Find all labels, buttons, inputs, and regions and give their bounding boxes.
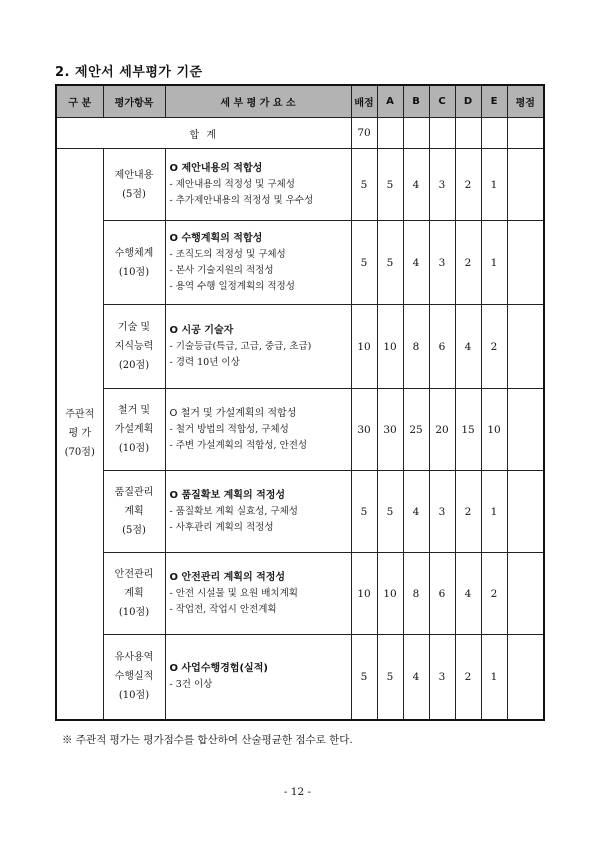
evaluation-table (55, 84, 545, 721)
criteria-subitem: - 안전 시설물 및 요원 배치계획 (169, 587, 298, 599)
total-points: 70 (351, 118, 377, 149)
criteria-subitem: - 경력 10년 이상 (169, 356, 240, 368)
score-b: 8 (403, 305, 429, 389)
score-points: 5 (351, 149, 377, 221)
evaluation-item: 유사용역 수행실적 (10점) (103, 635, 165, 720)
rating-cell (507, 149, 544, 221)
criteria-subitem: - 작업전, 작업시 안전계획 (169, 603, 277, 615)
evaluation-item: 안전관리 계획 (10점) (103, 553, 165, 635)
rating-cell (507, 553, 544, 635)
criteria-heading: O 수행계획의 적합성 (169, 232, 263, 244)
criteria-heading: O 시공 기술자 (169, 324, 234, 336)
score-c: 3 (429, 635, 455, 720)
criteria-subitem: - 3건 이상 (169, 678, 213, 690)
score-c: 3 (429, 221, 455, 305)
criteria-row (56, 305, 544, 389)
rating-cell (507, 635, 544, 720)
score-e: 2 (481, 305, 507, 389)
score-a: 10 (377, 305, 403, 389)
page-number: - 12 - (283, 786, 312, 798)
evaluation-details (165, 471, 351, 553)
score-e: 2 (481, 553, 507, 635)
criteria-subitem: - 본사 기술지원의 적정성 (169, 264, 274, 276)
score-a: 5 (377, 471, 403, 553)
total-label: 합 계 (56, 118, 351, 149)
rating-cell (507, 471, 544, 553)
score-e: 1 (481, 471, 507, 553)
score-e: 1 (481, 149, 507, 221)
criteria-row (56, 635, 544, 720)
evaluation-item: 기술 및 지식능력 (20점) (103, 305, 165, 389)
score-b: 4 (403, 149, 429, 221)
criteria-row (56, 149, 544, 221)
criteria-subitem: - 제안내용의 적정성 및 구체성 (169, 178, 295, 190)
score-points: 5 (351, 221, 377, 305)
criteria-row (56, 389, 544, 471)
header-d: D (455, 85, 481, 118)
rating-cell (507, 221, 544, 305)
score-a: 30 (377, 389, 403, 471)
total-row (56, 118, 544, 149)
criteria-subitem: - 철거 방법의 적합성, 구체성 (169, 423, 289, 435)
criteria-subitem: - 주변 가설계획의 적합성, 안전성 (169, 439, 308, 451)
score-b: 4 (403, 635, 429, 720)
evaluation-item: 품질관리 계획 (5점) (103, 471, 165, 553)
evaluation-details (165, 149, 351, 221)
score-points: 5 (351, 635, 377, 720)
score-d: 4 (455, 553, 481, 635)
score-b: 25 (403, 389, 429, 471)
criteria-heading: O 안전관리 계획의 적정성 (169, 571, 286, 583)
header-e: E (481, 85, 507, 118)
header-a: A (377, 85, 403, 118)
score-b: 4 (403, 221, 429, 305)
criteria-row (56, 471, 544, 553)
criteria-subitem: - 사후관리 계획의 적정성 (169, 521, 274, 533)
criteria-subitem: - 기술등급(특급, 고급, 중급, 초급) (169, 340, 312, 352)
criteria-heading: O 사업수행경험(실적) (169, 662, 268, 674)
evaluation-details (165, 389, 351, 471)
rating-cell (507, 389, 544, 471)
score-b: 4 (403, 471, 429, 553)
criteria-row (56, 221, 544, 305)
header-points: 배점 (351, 85, 377, 118)
header-row (56, 85, 544, 118)
score-d: 2 (455, 471, 481, 553)
score-c: 6 (429, 305, 455, 389)
score-points: 5 (351, 471, 377, 553)
criteria-heading: O 제안내용의 적합성 (169, 162, 263, 174)
score-c: 3 (429, 149, 455, 221)
header-c: C (429, 85, 455, 118)
score-points: 30 (351, 389, 377, 471)
score-a: 10 (377, 553, 403, 635)
rating-cell (507, 305, 544, 389)
score-points: 10 (351, 553, 377, 635)
group-category: 주관적 평 가 (70점) (56, 149, 103, 720)
score-e: 1 (481, 635, 507, 720)
section-title: 2. 제안서 세부평가 기준 (55, 65, 203, 80)
criteria-heading: O 철거 및 가설계획의 적합성 (169, 407, 297, 419)
header-score: 평점 (507, 85, 544, 118)
score-d: 15 (455, 389, 481, 471)
evaluation-details (165, 635, 351, 720)
header-b: B (403, 85, 429, 118)
score-points: 10 (351, 305, 377, 389)
header-details: 세 부 평 가 요 소 (165, 85, 351, 118)
evaluation-item: 제안내용 (5점) (103, 149, 165, 221)
header-category: 구 분 (56, 85, 103, 118)
criteria-subitem: - 조직도의 적정성 및 구체성 (169, 248, 286, 260)
criteria-subitem: - 추가제안내용의 적정성 및 우수성 (169, 194, 314, 206)
score-a: 5 (377, 635, 403, 720)
score-e: 10 (481, 389, 507, 471)
header-item: 평가항목 (103, 85, 165, 118)
criteria-subitem: - 용역 수행 일정계획의 적정성 (169, 280, 295, 292)
score-d: 2 (455, 149, 481, 221)
score-e: 1 (481, 221, 507, 305)
criteria-row (56, 553, 544, 635)
score-b: 8 (403, 553, 429, 635)
score-c: 3 (429, 471, 455, 553)
evaluation-item: 수행체계 (10점) (103, 221, 165, 305)
criteria-heading: O 품질확보 계획의 적정성 (169, 489, 286, 501)
evaluation-details (165, 305, 351, 389)
score-d: 2 (455, 221, 481, 305)
score-a: 5 (377, 149, 403, 221)
footnote: ※ 주관적 평가는 평가점수를 합산하여 산술평균한 점수로 한다. (62, 734, 353, 746)
evaluation-details (165, 553, 351, 635)
score-c: 20 (429, 389, 455, 471)
score-c: 6 (429, 553, 455, 635)
score-d: 4 (455, 305, 481, 389)
criteria-subitem: - 품질확보 계획 실효성, 구체성 (169, 505, 298, 517)
score-d: 2 (455, 635, 481, 720)
score-a: 5 (377, 221, 403, 305)
evaluation-details (165, 221, 351, 305)
evaluation-item: 철거 및 가설계획 (10점) (103, 389, 165, 471)
